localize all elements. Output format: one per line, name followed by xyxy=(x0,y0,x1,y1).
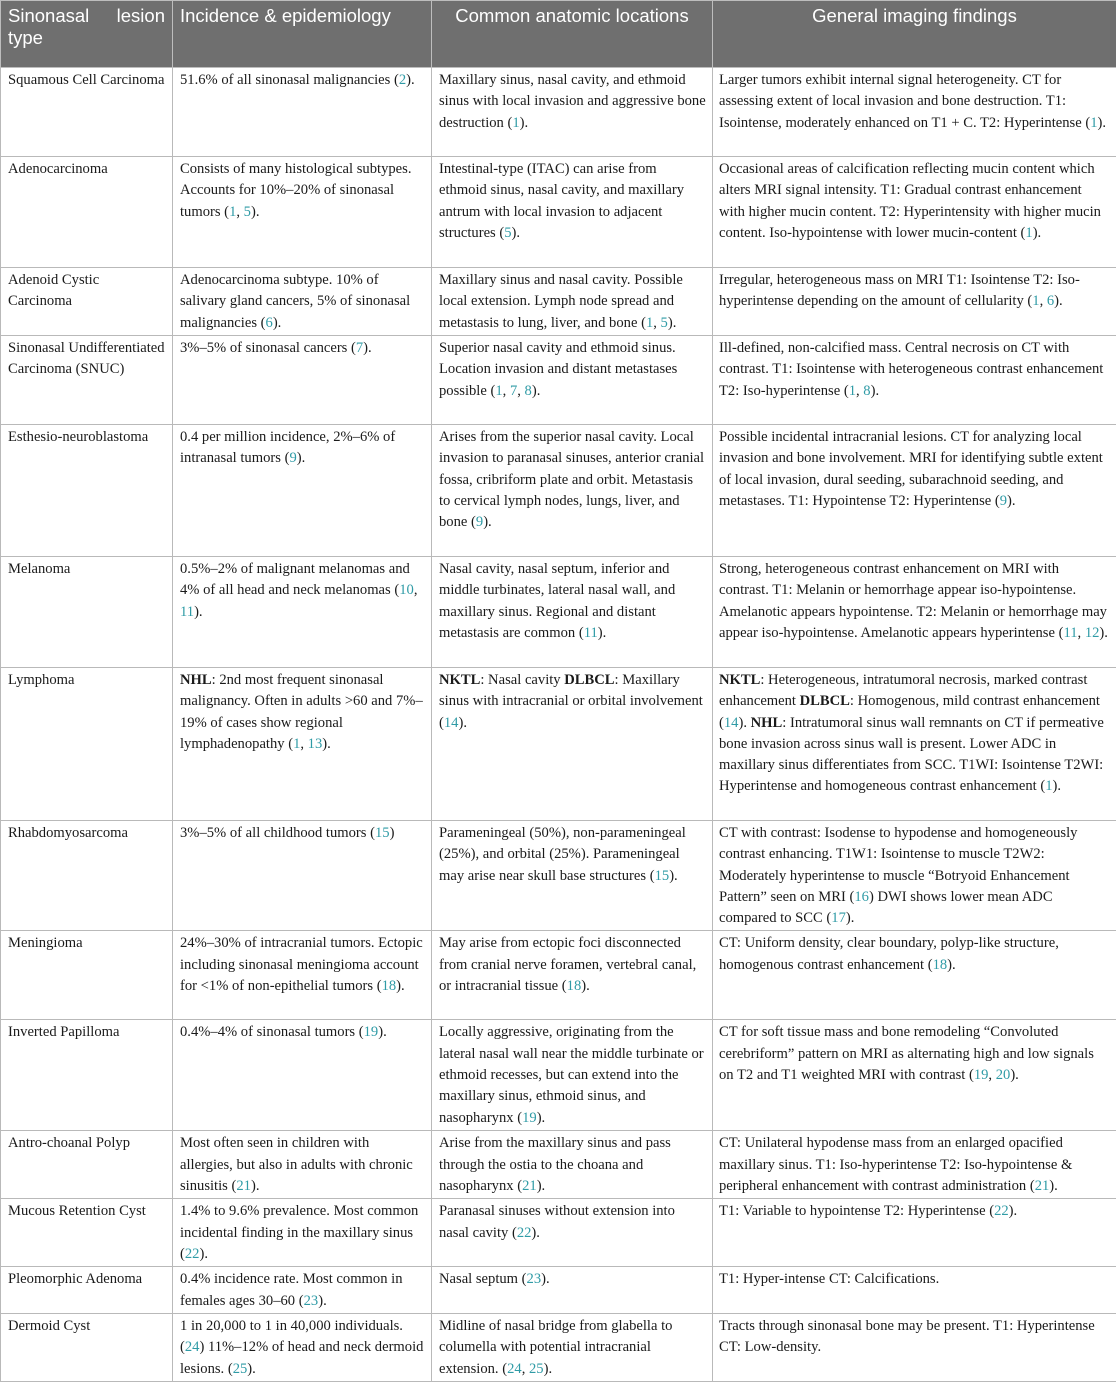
cell-text: Locally aggressive, originating from the lateral nasal wall near the middle turbinate or ethmoid recesses, but can extend into the maxillary sinus, ethmoid sinus, and nasopharynx ( xyxy=(439,1024,704,1125)
incidence-cell xyxy=(173,1020,432,1131)
lesion-type-cell: Inverted Papilloma xyxy=(1,1020,173,1131)
table-row xyxy=(1,1314,1116,1382)
citation-link[interactable]: 1 xyxy=(1090,115,1097,131)
citation-link[interactable]: 9 xyxy=(476,514,483,530)
cell-text: Nasal cavity, nasal septum, inferior and middle turbinates, lateral nasal wall, and maxillary sinus. Regional and distant metastasis are common ( xyxy=(439,561,675,641)
table-row xyxy=(1,821,1116,931)
cell-text: ). xyxy=(598,625,607,641)
cell-text: CT with contrast: Isodense to hypodense and homogeneously contrast enhancing. T1W1: Isointense to muscle T2W2: Moderately hyperintense to muscle “Botryoid Enhancement Pattern” seen on MRI ( xyxy=(719,825,1077,905)
citation-link[interactable]: 9 xyxy=(289,450,296,466)
imaging-cell xyxy=(713,1020,1116,1131)
table-row xyxy=(1,1131,1116,1199)
cell-text: ). xyxy=(1099,625,1108,641)
citation-link[interactable]: 8 xyxy=(525,383,532,399)
cell-text: ). xyxy=(1007,493,1016,509)
citation-link[interactable]: 23 xyxy=(304,1293,319,1309)
cell-text: , xyxy=(414,582,418,598)
cell-text: Most often seen in children with allergies, but also in adults with chronic sinusitis ( xyxy=(180,1135,413,1194)
cell-text: , xyxy=(503,383,510,399)
table-row xyxy=(1,668,1116,821)
cell-text: ). xyxy=(322,736,331,752)
locations-cell xyxy=(432,68,713,157)
cell-text: T1: Hyper-intense CT: Calcifications. xyxy=(719,1271,939,1287)
imaging-cell xyxy=(713,931,1116,1020)
citation-link[interactable]: 6 xyxy=(266,315,273,331)
incidence-cell xyxy=(173,268,432,336)
imaging-cell xyxy=(713,336,1116,425)
citation-link[interactable]: 1 xyxy=(512,115,519,131)
incidence-cell xyxy=(173,1131,432,1199)
table-row xyxy=(1,268,1116,336)
cell-text: May arise from ectopic foci disconnected from cranial nerve foramen, vertebral canal, or intracranial tissue ( xyxy=(439,935,696,994)
cell-text: ). xyxy=(483,514,492,530)
lesion-type-cell: Melanoma xyxy=(1,557,173,668)
cell-text: ). xyxy=(541,1271,550,1287)
citation-link[interactable]: 1 xyxy=(293,736,300,752)
incidence-cell xyxy=(173,931,432,1020)
cell-text: ). xyxy=(251,204,260,220)
incidence-cell xyxy=(173,1314,432,1382)
citation-link[interactable]: 23 xyxy=(527,1271,542,1287)
cell-text: ). xyxy=(273,315,282,331)
cell-text: 1 in 20,000 to 1 in 40,000 individuals. ( xyxy=(180,1318,403,1355)
incidence-cell xyxy=(173,668,432,821)
cell-text: Arise from the maxillary sinus and pass through the ostia to the choana and nasopharynx ( xyxy=(439,1135,671,1194)
bold-term: DLBCL xyxy=(564,672,614,688)
imaging-cell xyxy=(713,821,1116,931)
cell-text: : Maxillary sinus with intracranial or orbital involvement ( xyxy=(439,672,703,731)
cell-text: : Heterogeneous, intratumoral necrosis, marked contrast enhancement xyxy=(719,672,1087,709)
cell-text: ). xyxy=(1049,1178,1058,1194)
citation-link[interactable]: 5 xyxy=(661,315,668,331)
cell-text: 0.4 per million incidence, 2%–6% of intranasal tumors ( xyxy=(180,429,395,466)
citation-link[interactable]: 22 xyxy=(517,1225,532,1241)
cell-text: 51.6% of all sinonasal malignancies ( xyxy=(180,72,399,88)
citation-link[interactable]: 1 xyxy=(229,204,236,220)
citation-link[interactable]: 18 xyxy=(933,957,948,973)
citation-link[interactable]: 22 xyxy=(994,1203,1009,1219)
locations-cell xyxy=(432,1314,713,1382)
citation-link[interactable]: 1 xyxy=(849,383,856,399)
header-lesion-type: Sinonasal lesion type xyxy=(1,1,173,68)
cell-text: Larger tumors exhibit internal signal heterogeneity. CT for assessing extent of local invasion and bone destruction. T1: Isointense, moderately enhanced on T1 + C. T2: Hyperintense ( xyxy=(719,72,1090,131)
incidence-cell xyxy=(173,157,432,268)
cell-text: Irregular, heterogeneous mass on MRI T1: Isointense T2: Iso-hyperintense depending on the amount of cellularity ( xyxy=(719,272,1080,309)
table-row xyxy=(1,1267,1116,1314)
citation-link[interactable]: 15 xyxy=(655,868,670,884)
bold-term: NKTL xyxy=(719,672,760,688)
citation-link[interactable]: 7 xyxy=(356,340,363,356)
locations-cell xyxy=(432,1199,713,1267)
cell-text: ). xyxy=(1033,225,1042,241)
imaging-cell xyxy=(713,668,1116,821)
lesion-type-cell: Adenocarcinoma xyxy=(1,157,173,268)
citation-link[interactable]: 17 xyxy=(831,910,846,926)
imaging-cell xyxy=(713,157,1116,268)
cell-text: ) DWI shows lower mean ADC compared to SCC ( xyxy=(719,889,1053,926)
cell-text: , xyxy=(1078,625,1085,641)
cell-text: ). xyxy=(194,604,203,620)
cell-text: 0.4%–4% of sinonasal tumors ( xyxy=(180,1024,364,1040)
cell-text: , xyxy=(856,383,863,399)
citation-link[interactable]: 5 xyxy=(504,225,511,241)
bold-term: NKTL xyxy=(439,672,480,688)
table-row xyxy=(1,557,1116,668)
table-row xyxy=(1,1199,1116,1267)
cell-text: ). xyxy=(1098,115,1107,131)
citation-link[interactable]: 24 xyxy=(185,1339,200,1355)
imaging-cell xyxy=(713,1267,1116,1314)
table-row xyxy=(1,425,1116,557)
cell-text: , xyxy=(522,1361,529,1377)
incidence-cell xyxy=(173,1267,432,1314)
locations-cell xyxy=(432,425,713,557)
cell-text: Intestinal-type (ITAC) can arise from ethmoid sinus, nasal cavity, and maxillary antrum with local invasion to adjacent structures ( xyxy=(439,161,684,241)
bold-term: NHL xyxy=(180,672,212,688)
citation-link[interactable]: 12 xyxy=(1085,625,1100,641)
lesion-type-cell: Mucous Retention Cyst xyxy=(1,1199,173,1267)
cell-text: ). xyxy=(396,978,405,994)
cell-text: , xyxy=(517,383,524,399)
citation-link[interactable]: 11 xyxy=(180,604,194,620)
citation-link[interactable]: 8 xyxy=(863,383,870,399)
cell-text: Nasal septum ( xyxy=(439,1271,527,1287)
cell-text: : Homogenous, mild contrast enhancement ( xyxy=(719,693,1100,730)
imaging-cell xyxy=(713,1131,1116,1199)
citation-link[interactable]: 6 xyxy=(1047,293,1054,309)
cell-text: ). xyxy=(738,715,750,731)
cell-text: , xyxy=(1040,293,1047,309)
cell-text: Possible incidental intracranial lesions. CT for analyzing local invasion and bone involvement. MRI for identifying subtle extent of local invasion, dural seeding, subarachnoid seeding, and metastases. T1: Hypointense T2: Hyperintense ( xyxy=(719,429,1103,509)
lesion-type-cell: Meningioma xyxy=(1,931,173,1020)
header-imaging: General imaging findings xyxy=(713,1,1116,68)
cell-text: ). xyxy=(668,315,677,331)
cell-text: ). xyxy=(512,225,521,241)
citation-link[interactable]: 2 xyxy=(399,72,406,88)
locations-cell xyxy=(432,1267,713,1314)
incidence-cell xyxy=(173,557,432,668)
imaging-cell xyxy=(713,268,1116,336)
citation-link[interactable]: 11 xyxy=(584,625,598,641)
imaging-cell xyxy=(713,557,1116,668)
locations-cell xyxy=(432,157,713,268)
cell-text: Tracts through sinonasal bone may be present. T1: Hyperintense CT: Low-density. xyxy=(719,1318,1095,1355)
cell-text: ). xyxy=(846,910,855,926)
cell-text: : 2nd most frequent sinonasal malignancy. Often in adults >60 and 7%–19% of cases show regional lymphadenopathy ( xyxy=(180,672,423,752)
cell-text: 0.4% incidence rate. Most common in females ages 30–60 ( xyxy=(180,1271,403,1308)
cell-text: ). xyxy=(537,1110,546,1126)
incidence-cell xyxy=(173,68,432,157)
cell-text: ). xyxy=(544,1361,553,1377)
lesion-type-cell: Rhabdomyosarcoma xyxy=(1,821,173,931)
cell-text: , xyxy=(236,204,243,220)
cell-text: ). xyxy=(247,1361,256,1377)
citation-link[interactable]: 15 xyxy=(375,825,390,841)
cell-text: ) 11%–12% of head and neck dermoid lesions. ( xyxy=(180,1339,423,1376)
citation-link[interactable]: 21 xyxy=(1035,1178,1050,1194)
citation-link[interactable]: 1 xyxy=(1032,293,1039,309)
citation-link[interactable]: 13 xyxy=(308,736,323,752)
citation-link[interactable]: 9 xyxy=(1000,493,1007,509)
cell-text: Superior nasal cavity and ethmoid sinus. Location invasion and distant metastases possible ( xyxy=(439,340,677,399)
header-locations: Common anatomic locations xyxy=(432,1,713,68)
citation-link[interactable]: 7 xyxy=(510,383,517,399)
cell-text: Paranasal sinuses without extension into nasal cavity ( xyxy=(439,1203,675,1240)
cell-text: Adenocarcinoma subtype. 10% of salivary gland cancers, 5% of sinonasal malignancies ( xyxy=(180,272,410,331)
cell-text: ). xyxy=(520,115,529,131)
lesion-type-cell: Esthesio-neuroblastoma xyxy=(1,425,173,557)
cell-text: ). xyxy=(537,1178,546,1194)
cell-text: ). xyxy=(318,1293,327,1309)
cell-text: Maxillary sinus, nasal cavity, and ethmoid sinus with local invasion and aggressive bone destruction ( xyxy=(439,72,706,131)
imaging-cell xyxy=(713,68,1116,157)
citation-link[interactable]: 1 xyxy=(1025,225,1032,241)
incidence-cell xyxy=(173,821,432,931)
locations-cell xyxy=(432,931,713,1020)
incidence-cell xyxy=(173,425,432,557)
locations-cell xyxy=(432,1020,713,1131)
lesion-type-cell: Antro-choanal Polyp xyxy=(1,1131,173,1199)
citation-link[interactable]: 19 xyxy=(974,1067,989,1083)
citation-link[interactable]: 19 xyxy=(522,1110,537,1126)
citation-link[interactable]: 25 xyxy=(233,1361,248,1377)
cell-text: Arises from the superior nasal cavity. Local invasion to paranasal sinuses, anterior cranial fossa, cribriform plate and orbit. Metastasis to cervical lymph nodes, lungs, liver, and bone ( xyxy=(439,429,704,530)
incidence-cell xyxy=(173,336,432,425)
cell-text: 0.5%–2% of malignant melanomas and 4% of all head and neck melanomas ( xyxy=(180,561,410,598)
cell-text: Consists of many histological subtypes. Accounts for 10%–20% of sinonasal tumors ( xyxy=(180,161,411,220)
cell-text: ). xyxy=(363,340,372,356)
lesion-type-cell: Sinonasal Undifferentiated Carcinoma (SNUC) xyxy=(1,336,173,425)
citation-link[interactable]: 18 xyxy=(382,978,397,994)
lesion-type-cell: Dermoid Cyst xyxy=(1,1314,173,1382)
cell-text: 24%–30% of intracranial tumors. Ectopic including sinonasal meningioma account for <1% of non-epithelial tumors ( xyxy=(180,935,423,994)
cell-text: ). xyxy=(669,868,678,884)
table-header xyxy=(1,1,1116,68)
cell-text: : Nasal cavity xyxy=(480,672,564,688)
cell-text: Occasional areas of calcification reflecting mucin content which alters MRI signal intensity. T1: Gradual contrast enhancement with higher mucin content. T2: Hyperintensity with higher mucin content. Iso-hypointense with lower mucin-content ( xyxy=(719,161,1101,241)
citation-link[interactable]: 18 xyxy=(567,978,582,994)
table-row xyxy=(1,68,1116,157)
lesion-type-cell: Adenoid Cystic Carcinoma xyxy=(1,268,173,336)
citation-link[interactable]: 11 xyxy=(1063,625,1077,641)
cell-text: ). xyxy=(947,957,956,973)
lesion-type-cell: Squamous Cell Carcinoma xyxy=(1,68,173,157)
citation-link[interactable]: 21 xyxy=(236,1178,251,1194)
table-row xyxy=(1,336,1116,425)
citation-link[interactable]: 1 xyxy=(1045,778,1052,794)
table-row xyxy=(1,1020,1116,1131)
cell-text: ). xyxy=(297,450,306,466)
citation-link[interactable]: 19 xyxy=(364,1024,379,1040)
table-row xyxy=(1,157,1116,268)
lesion-type-cell: Pleomorphic Adenoma xyxy=(1,1267,173,1314)
bold-term: NHL xyxy=(751,715,783,731)
cell-text: Ill-defined, non-calcified mass. Central necrosis on CT with contrast. T1: Isointense with heterogeneous contrast enhancement T2: Iso-hyperintense ( xyxy=(719,340,1103,399)
cell-text: ). xyxy=(406,72,415,88)
cell-text: Strong, heterogeneous contrast enhancement on MRI with contrast. T1: Melanin or hemorrhage appear iso-hypointense. Amelanotic appears hypointense. T2: Melanin or hemorrhage may appear iso-hypointense. Amelanotic appears hyperintense ( xyxy=(719,561,1107,641)
cell-text: , xyxy=(988,1067,995,1083)
citation-link[interactable]: 21 xyxy=(522,1178,537,1194)
cell-text: 1.4% to 9.6% prevalence. Most common incidental finding in the maxillary sinus ( xyxy=(180,1203,418,1262)
cell-text: ). xyxy=(532,383,541,399)
cell-text: ). xyxy=(1054,293,1063,309)
citation-link[interactable]: 25 xyxy=(529,1361,544,1377)
table-row xyxy=(1,931,1116,1020)
cell-text: ). xyxy=(199,1246,208,1262)
cell-text: ). xyxy=(581,978,590,994)
locations-cell xyxy=(432,821,713,931)
citation-link[interactable]: 1 xyxy=(646,315,653,331)
cell-text: CT for soft tissue mass and bone remodeling “Convoluted cerebriform” pattern on MRI as alternating high and low signals on T2 and T1 weighted MRI with contrast ( xyxy=(719,1024,1094,1083)
cell-text: 3%–5% of all childhood tumors ( xyxy=(180,825,375,841)
cell-text: ). xyxy=(1010,1067,1019,1083)
citation-link[interactable]: 10 xyxy=(399,582,414,598)
header-row xyxy=(1,1,1116,68)
cell-text: CT: Uniform density, clear boundary, polyp-like structure, homogenous contrast enhancement ( xyxy=(719,935,1059,972)
citation-link[interactable]: 16 xyxy=(854,889,869,905)
cell-text: ). xyxy=(378,1024,387,1040)
cell-text: ) xyxy=(390,825,395,841)
citation-link[interactable]: 5 xyxy=(244,204,251,220)
citation-link[interactable]: 14 xyxy=(724,715,739,731)
table-body xyxy=(1,68,1116,1382)
cell-text: ). xyxy=(1053,778,1062,794)
imaging-cell xyxy=(713,1314,1116,1382)
citation-link[interactable]: 14 xyxy=(444,715,459,731)
cell-text: ). xyxy=(871,383,880,399)
cell-text: Midline of nasal bridge from glabella to columella with potential intracranial extension. ( xyxy=(439,1318,672,1377)
bold-term: DLBCL xyxy=(800,693,850,709)
cell-text: , xyxy=(653,315,660,331)
cell-text: ). xyxy=(531,1225,540,1241)
locations-cell xyxy=(432,1131,713,1199)
lesion-type-cell: Lymphoma xyxy=(1,668,173,821)
cell-text: Parameningeal (50%), non-parameningeal (25%), and orbital (25%). Parameningeal may arise near skull base structures ( xyxy=(439,825,686,884)
header-incidence: Incidence & epidemiology xyxy=(173,1,432,68)
cell-text: CT: Unilateral hypodense mass from an enlarged opacified maxillary sinus. T1: Iso-hyperintense T2: Iso-hypointense & peripheral enhancement with contrast administration ( xyxy=(719,1135,1072,1194)
cell-text: : Intratumoral sinus wall remnants on CT if permeative bone invasion across sinus wall is present. Lower ADC in maxillary sinus differentiates from SCC. T1WI: Isointense T2WI: Hyperintense and homogeneous contrast enhancement ( xyxy=(719,715,1104,795)
citation-link[interactable]: 20 xyxy=(996,1067,1011,1083)
cell-text: T1: Variable to hypointense T2: Hyperintense ( xyxy=(719,1203,994,1219)
cell-text: ). xyxy=(251,1178,260,1194)
cell-text: 3%–5% of sinonasal cancers ( xyxy=(180,340,356,356)
citation-link[interactable]: 24 xyxy=(507,1361,522,1377)
locations-cell xyxy=(432,336,713,425)
citation-link[interactable]: 1 xyxy=(495,383,502,399)
citation-link[interactable]: 22 xyxy=(185,1246,200,1262)
cell-text: , xyxy=(300,736,307,752)
imaging-cell xyxy=(713,1199,1116,1267)
locations-cell xyxy=(432,668,713,821)
imaging-cell xyxy=(713,425,1116,557)
locations-cell xyxy=(432,268,713,336)
cell-text: Maxillary sinus and nasal cavity. Possible local extension. Lymph node spread and metastasis to lung, liver, and bone ( xyxy=(439,272,683,331)
incidence-cell xyxy=(173,1199,432,1267)
cell-text: ). xyxy=(1009,1203,1018,1219)
cell-text: ). xyxy=(458,715,467,731)
locations-cell xyxy=(432,557,713,668)
